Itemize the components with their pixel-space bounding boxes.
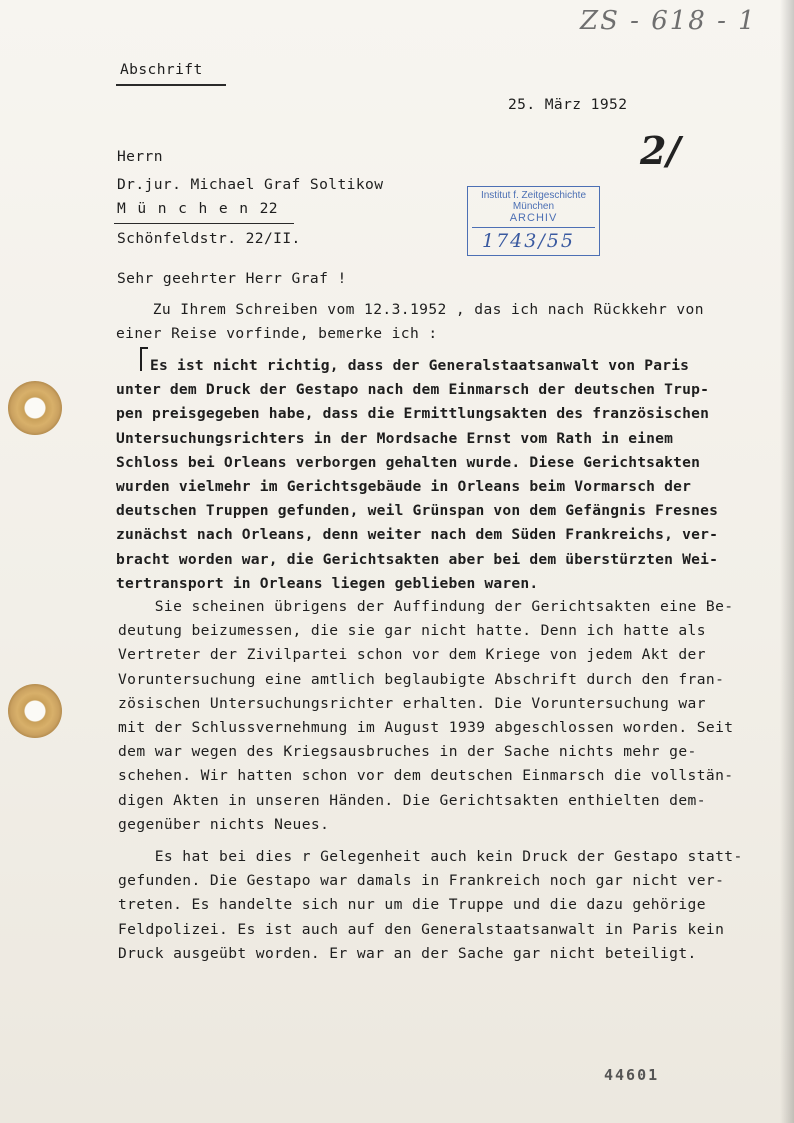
text-line: Untersuchungsrichters in der Mordsache Ernst vom Rath in einem — [116, 429, 674, 447]
stamp-institute: Institut f. Zeitgeschichte — [480, 190, 587, 201]
heading-underline — [116, 84, 226, 86]
text-line: Schloss bei Orleans verborgen gehalten wurde. Diese Gerichtsakten — [116, 453, 701, 471]
text-line: zösischen Untersuchungsrichter erhalten. Die Voruntersuchung war — [118, 694, 706, 712]
stamp-archive: ARCHIV — [509, 212, 558, 224]
text-line: bracht worden war, die Gerichtsakten aber bei dem überstürzten Wei- — [116, 550, 719, 568]
recipient-salutation: Herrn — [117, 148, 163, 165]
text-line: Voruntersuchung eine amtlich beglaubigte Abschrift durch den fran- — [118, 670, 725, 688]
text-line: schehen. Wir hatten schon vor dem deutschen Einmarsch die vollstän- — [118, 767, 734, 785]
archive-stamp — [467, 186, 600, 256]
text-line: gefunden. Die Gestapo war damals in Frankreich noch gar nicht ver- — [118, 872, 725, 890]
text-line: Sie scheinen übrigens der Auffindung der Gerichtsakten eine Be- — [118, 598, 734, 615]
recipient-street: Schönfeldstr. 22/II. — [117, 230, 301, 247]
text-line: Druck ausgeübt worden. Er war an der Sache gar nicht beteiligt. — [118, 944, 697, 962]
footer-mark: 44601 — [604, 1066, 660, 1084]
margin-bracket — [140, 347, 148, 371]
greeting: Sehr geehrter Herr Graf ! — [117, 270, 347, 287]
text-line: tertransport in Orleans liegen geblieben waren. — [116, 574, 539, 592]
text-line: dem war wegen des Kriegsausbruches in der Sache nichts mehr ge- — [118, 743, 697, 761]
text-line: gegenüber nichts Neues. — [118, 815, 330, 833]
text-line: Feldpolizei. Es ist auch auf den Generalstaatsanwalt in Paris kein — [118, 920, 725, 938]
text-line: Es hat bei dies r Gelegenheit auch kein Druck der Gestapo statt- — [118, 848, 743, 865]
punch-hole-top — [8, 381, 62, 435]
page-number-mark: 2/ — [640, 128, 681, 173]
text-line: Vertreter der Zivilpartei schon vor dem Kriege von jedem Akt der — [118, 646, 706, 664]
recipient-city: M ü n c h e n 22 — [117, 200, 278, 217]
text-line: unter dem Druck der Gestapo nach dem Einmarsch der deutschen Trup- — [116, 381, 710, 399]
text-line: zunächst nach Orleans, denn weiter nach dem Süden Frankreichs, ver- — [116, 526, 719, 544]
stamp-number: 1743/55 — [482, 230, 575, 252]
recipient-name: Dr.jur. Michael Graf Soltikow — [117, 176, 384, 193]
text-line: mit der Schlussvernehmung im August 1939 abgeschlossen worden. Seit — [118, 719, 734, 736]
text-line: digen Akten in unseren Händen. Die Gerichtsakten enthielten dem- — [118, 791, 706, 809]
page-edge-shadow — [780, 0, 794, 1123]
text-line: Zu Ihrem Schreiben vom 12.3.1952 , das ich nach Rückkehr von — [116, 301, 704, 318]
punch-hole-bottom — [8, 684, 62, 738]
stamp-divider — [472, 227, 595, 228]
text-line: wurden vielmehr im Gerichtsgebäude in Orleans beim Vormarsch der — [116, 478, 692, 495]
letter-date: 25. März 1952 — [508, 96, 628, 113]
document-heading: Abschrift — [120, 61, 203, 78]
stamp-city: München — [512, 201, 555, 212]
text-line: pen preisgegeben habe, dass die Ermittlungsakten des französischen — [116, 405, 710, 423]
text-line: deutschen Truppen gefunden, weil Grünspan von dem Gefängnis Fresnes — [116, 502, 719, 520]
text-line: deutung beizumessen, die sie gar nicht hatte. Denn ich hatte als — [118, 622, 706, 640]
city-underline — [114, 223, 294, 224]
archive-reference: ZS - 618 - 1 — [580, 6, 757, 36]
text-line: treten. Es handelte sich nur um die Truppe und die dazu gehörige — [118, 896, 706, 914]
text-line: einer Reise vorfinde, bemerke ich : — [116, 325, 438, 342]
text-line: Es ist nicht richtig, dass der Generalstaatsanwalt von Paris — [150, 357, 690, 374]
